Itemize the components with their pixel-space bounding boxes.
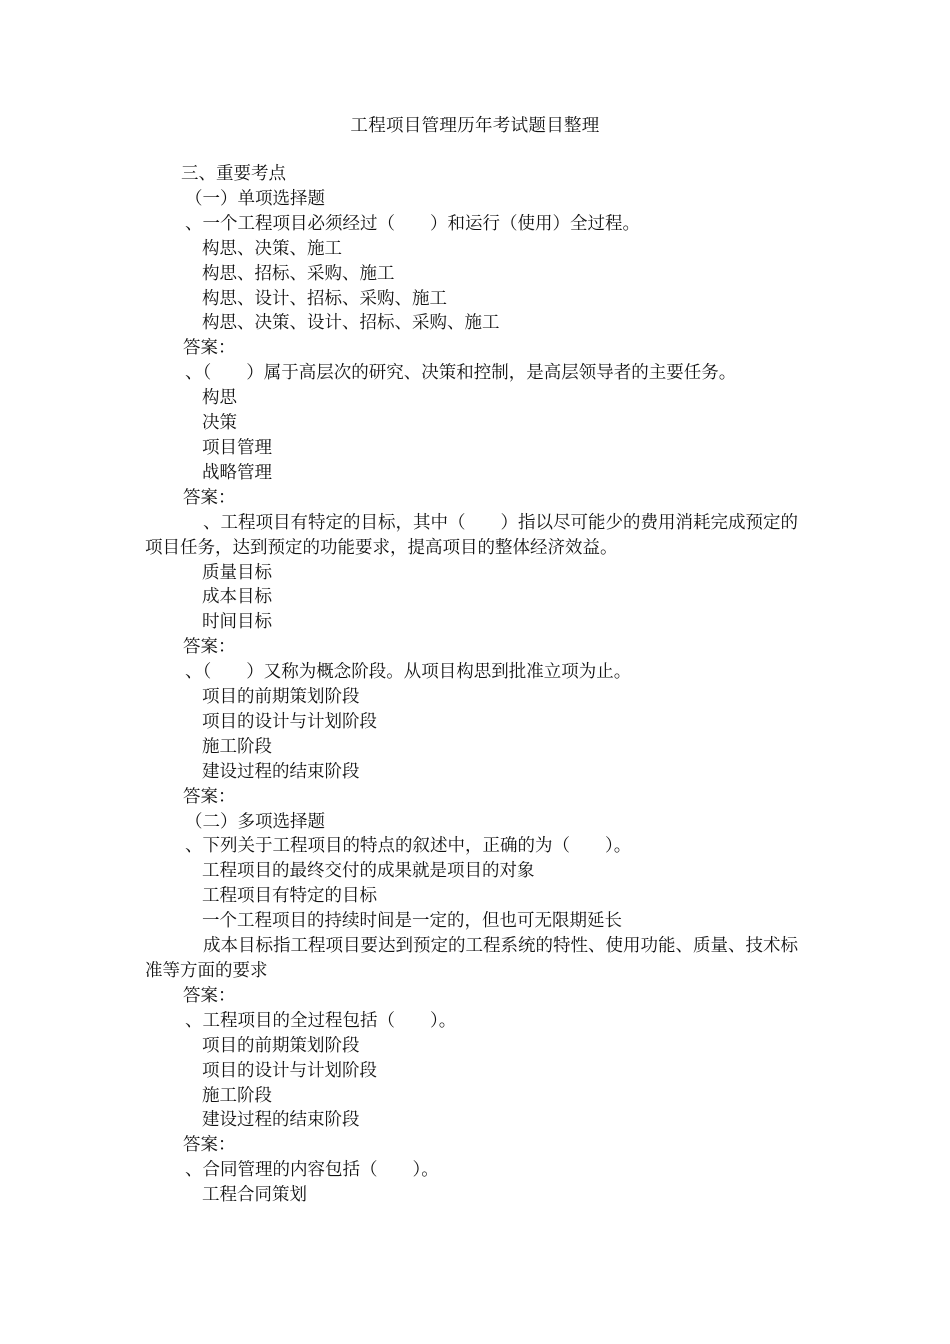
answer-label: 答案： [183,637,236,658]
answer-label: 答案： [183,1135,236,1156]
question-option: 成本目标指工程项目要达到预定的工程系统的特性、使用功能、质量、技术标准等方面的要求 [145,936,798,981]
question-option: 项目管理 [202,437,272,458]
answer-label: 答案： [183,985,236,1006]
question-option: 项目的前期策划阶段 [202,1035,360,1056]
question-option: 构思、决策、设计、招标、采购、施工 [202,313,500,334]
question-option: 工程项目的最终交付的成果就是项目的对象 [202,861,535,882]
multi-choice-heading: （二）多项选择题 [185,811,325,832]
question-option: 项目的前期策划阶段 [202,687,360,708]
answer-label: 答案： [183,338,236,359]
document-body [145,162,815,1208]
question-stem: 、一个工程项目必须经过（ ）和运行（使用）全过程。 [185,213,640,234]
answer-label: 答案： [183,786,236,807]
question-option: 成本目标 [202,587,272,608]
question-stem: 、工程项目的全过程包括（ ）。 [185,1010,457,1031]
question-option: 质量目标 [202,562,272,583]
question-option: 决策 [202,413,237,434]
answer-label: 答案： [183,487,236,508]
question-option: 构思 [202,388,237,409]
question-option: 项目的设计与计划阶段 [202,711,377,732]
question-option: 构思、设计、招标、采购、施工 [202,288,447,309]
question-stem: 、（ ）属于高层次的研究、决策和控制，是高层领导者的主要任务。 [185,363,737,384]
question-option: 项目的设计与计划阶段 [202,1060,377,1081]
question-option: 工程合同策划 [202,1185,307,1206]
single-choice-heading: （一）单项选择题 [185,188,325,209]
question-stem: 、（ ）又称为概念阶段。从项目构思到批准立项为止。 [185,662,632,683]
document-title: 工程项目管理历年考试题目整理 [350,116,600,136]
question-option: 战略管理 [202,462,272,483]
question-option: 建设过程的结束阶段 [202,761,360,782]
section-heading: 三、重要考点 [181,164,286,184]
question-option: 施工阶段 [202,736,272,757]
question-option: 时间目标 [202,612,272,633]
question-stem: 、工程项目有特定的目标，其中（ ）指以尽可能少的费用消耗完成预定的项目任务，达到预定的功能要求，提高项目的整体经济效益。 [145,512,798,558]
question-option: 建设过程的结束阶段 [202,1110,360,1131]
question-option: 一个工程项目的持续时间是一定的，但也可无限期延长 [202,911,622,932]
question-option: 构思、决策、施工 [202,238,342,259]
question-option: 构思、招标、采购、施工 [202,263,395,284]
question-stem: 、合同管理的内容包括（ ）。 [185,1160,439,1181]
question-option: 工程项目有特定的目标 [202,886,377,907]
question-stem: 、下列关于工程项目的特点的叙述中，正确的为（ ）。 [185,836,632,857]
question-option: 施工阶段 [202,1085,272,1106]
